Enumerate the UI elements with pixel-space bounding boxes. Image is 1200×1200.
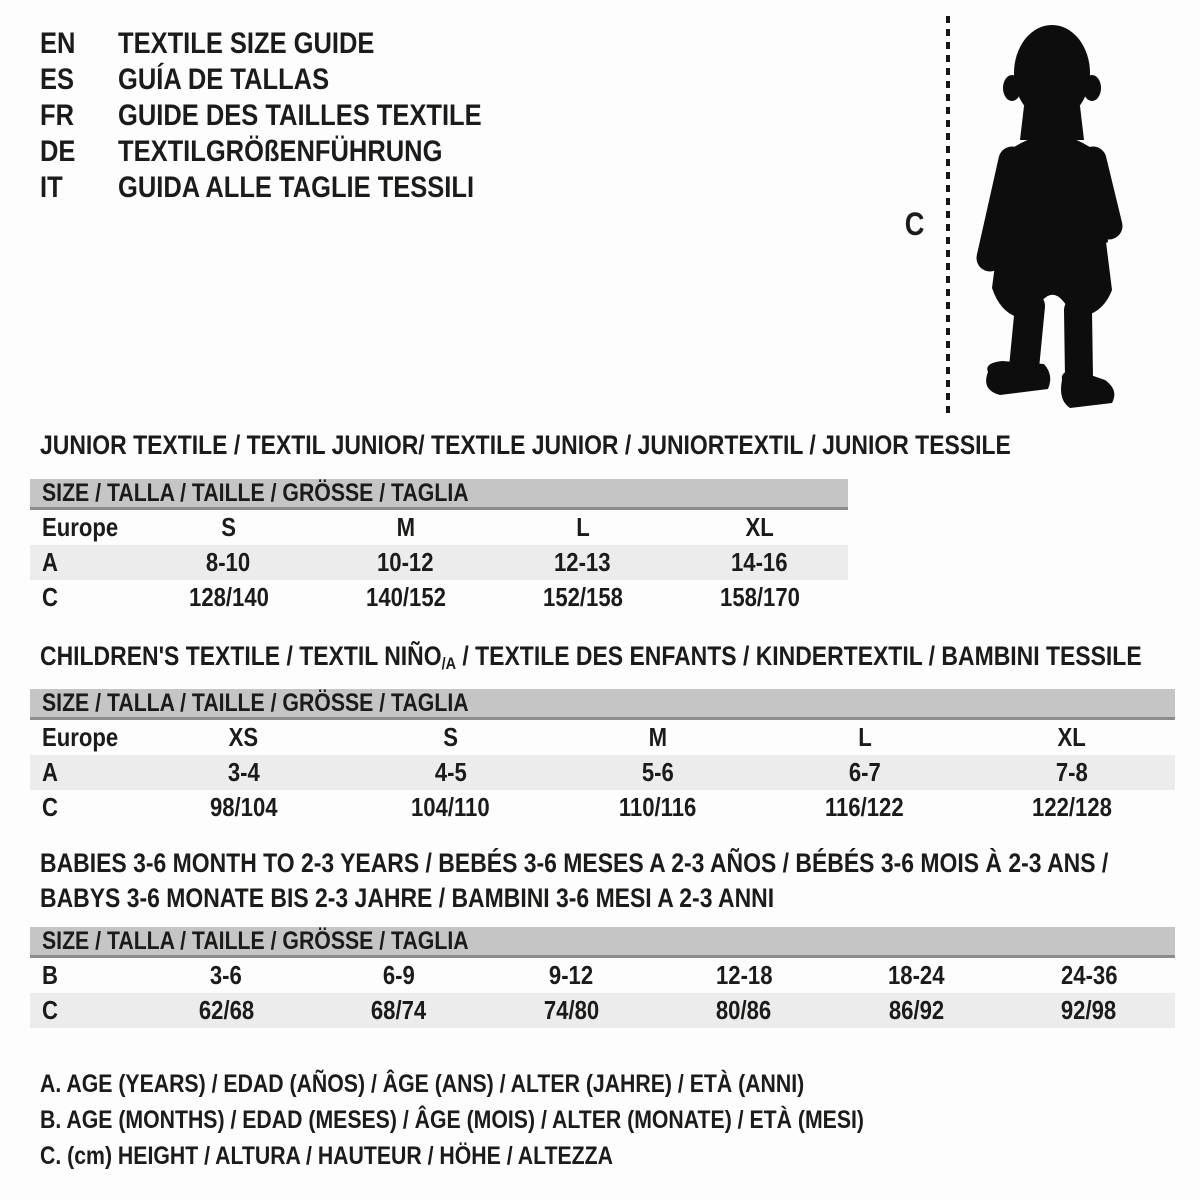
legend-line-b: B. AGE (MONTHS) / EDAD (MESES) / ÂGE (MOIS) / ALTER (MONATE) / ETÀ (MESI) bbox=[40, 1106, 865, 1134]
lang-title: TEXTILGRÖßENFÜHRUNG bbox=[118, 135, 443, 168]
babies-section-title-line2 bbox=[40, 883, 904, 914]
row-label: Europe bbox=[42, 512, 119, 542]
height-measure-label: C bbox=[904, 206, 925, 242]
babies-size-table bbox=[30, 927, 1175, 1028]
lang-title: GUIDA ALLE TAGLIE TESSILI bbox=[118, 171, 475, 204]
cell-value: 18-24 bbox=[887, 960, 945, 990]
cell-value: 152/158 bbox=[542, 582, 623, 612]
cell-value: 62/68 bbox=[198, 995, 254, 1025]
cell-value: 6-7 bbox=[848, 757, 881, 787]
legend-line-a: A. AGE (YEARS) / EDAD (AÑOS) / ÂGE (ANS) / ALTER (JAHRE) / ETÀ (ANNI) bbox=[40, 1070, 805, 1098]
language-title-list bbox=[40, 26, 546, 206]
table-row bbox=[30, 958, 1175, 993]
babies-title-text-line2: BABYS 3-6 MONATE BIS 2-3 JAHRE / BAMBINI 3-6 MESI A 2-3 ANNI bbox=[40, 883, 775, 913]
cell-value: 68/74 bbox=[371, 995, 427, 1025]
cell-value: 86/92 bbox=[888, 995, 944, 1025]
lang-row-en bbox=[40, 26, 546, 62]
cell-value: 5-6 bbox=[641, 757, 674, 787]
cell-value: M bbox=[648, 722, 667, 752]
cell-value: 10-12 bbox=[377, 547, 434, 577]
height-measure-dashed-line bbox=[946, 16, 950, 416]
children-size-table bbox=[30, 689, 1175, 825]
cell-value: S bbox=[221, 512, 236, 542]
table-row bbox=[30, 790, 1175, 825]
cell-value: 12-18 bbox=[715, 960, 773, 990]
title-part: CHILDREN'S TEXTILE / TEXTIL NIÑO bbox=[40, 641, 442, 671]
lang-row-es bbox=[40, 62, 546, 98]
cell-value: L bbox=[575, 512, 590, 542]
row-label: A bbox=[42, 547, 58, 577]
legend bbox=[40, 1066, 1009, 1174]
row-label: C bbox=[42, 792, 58, 822]
lang-code: DE bbox=[40, 135, 76, 168]
row-label: C bbox=[42, 582, 58, 612]
size-header-text: SIZE / TALLA / TAILLE / GRÖSSE / TAGLIA bbox=[42, 689, 469, 717]
cell-value: 14-16 bbox=[731, 547, 788, 577]
lang-row-it bbox=[40, 170, 546, 206]
table-row bbox=[30, 510, 848, 545]
size-header-text: SIZE / TALLA / TAILLE / GRÖSSE / TAGLIA bbox=[42, 927, 469, 955]
row-label: Europe bbox=[42, 722, 119, 752]
lang-code: ES bbox=[40, 63, 75, 96]
cell-value: 3-4 bbox=[227, 757, 260, 787]
cell-value: S bbox=[443, 722, 458, 752]
row-label: B bbox=[42, 960, 58, 990]
junior-section-title-text: JUNIOR TEXTILE / TEXTIL JUNIOR/ TEXTILE JUNIOR / JUNIORTEXTIL / JUNIOR TESSILE bbox=[40, 430, 1011, 460]
junior-section-title bbox=[40, 430, 1182, 461]
table-row bbox=[30, 720, 1175, 755]
table-row bbox=[30, 545, 848, 580]
babies-section-title-line1 bbox=[40, 848, 1200, 879]
table-row bbox=[30, 580, 848, 615]
cell-value: 110/116 bbox=[618, 792, 697, 822]
babies-size-table-header bbox=[30, 927, 1175, 958]
cell-value: 8-10 bbox=[206, 547, 251, 577]
lang-row-de bbox=[40, 134, 546, 170]
cell-value: 74/80 bbox=[543, 995, 599, 1025]
lang-code: EN bbox=[40, 27, 76, 60]
row-label: C bbox=[42, 995, 58, 1025]
cell-value: XL bbox=[1057, 722, 1086, 752]
cell-value: 12-13 bbox=[554, 547, 611, 577]
cell-value: 9-12 bbox=[549, 960, 594, 990]
children-section-title bbox=[40, 641, 1200, 672]
cell-value: 158/170 bbox=[719, 582, 800, 612]
cell-value: 6-9 bbox=[382, 960, 415, 990]
table-row bbox=[30, 755, 1175, 790]
children-size-table-header bbox=[30, 689, 1175, 720]
cell-value: 80/86 bbox=[716, 995, 772, 1025]
baby-silhouette-icon bbox=[966, 18, 1138, 418]
cell-value: 122/128 bbox=[1031, 792, 1112, 822]
cell-value: XS bbox=[228, 722, 259, 752]
cell-value: 24-36 bbox=[1060, 960, 1118, 990]
lang-row-fr bbox=[40, 98, 546, 134]
row-label: A bbox=[42, 757, 58, 787]
cell-value: 92/98 bbox=[1061, 995, 1117, 1025]
lang-code: IT bbox=[40, 171, 63, 204]
junior-size-table bbox=[30, 479, 848, 615]
children-section-title-text bbox=[40, 641, 1142, 672]
title-subscript: /A bbox=[441, 654, 457, 673]
cell-value: M bbox=[396, 512, 415, 542]
cell-value: 4-5 bbox=[434, 757, 467, 787]
babies-title-text-line1: BABIES 3-6 MONTH TO 2-3 YEARS / BEBÉS 3-6 MESES A 2-3 AÑOS / BÉBÉS 3-6 MOIS À 2-3 ANS / bbox=[40, 848, 1109, 878]
lang-title: GUIDE DES TAILLES TEXTILE bbox=[118, 99, 482, 132]
cell-value: 140/152 bbox=[365, 582, 446, 612]
lang-title: GUÍA DE TALLAS bbox=[118, 63, 330, 96]
junior-size-table-header bbox=[30, 479, 848, 510]
lang-title: TEXTILE SIZE GUIDE bbox=[118, 27, 375, 60]
cell-value: L bbox=[857, 722, 872, 752]
lang-code: FR bbox=[40, 99, 74, 132]
legend-line-c: C. (cm) HEIGHT / ALTURA / HAUTEUR / HÖHE / ALTEZZA bbox=[40, 1142, 613, 1170]
cell-value: 128/140 bbox=[188, 582, 269, 612]
table-row bbox=[30, 993, 1175, 1028]
cell-value: 3-6 bbox=[210, 960, 243, 990]
cell-value: 116/122 bbox=[825, 792, 904, 822]
cell-value: 7-8 bbox=[1055, 757, 1088, 787]
cell-value: 104/110 bbox=[411, 792, 490, 822]
title-part: / TEXTILE DES ENFANTS / KINDERTEXTIL / BAMBINI TESSILE bbox=[456, 641, 1142, 671]
size-header-text: SIZE / TALLA / TAILLE / GRÖSSE / TAGLIA bbox=[42, 479, 469, 507]
cell-value: XL bbox=[745, 512, 774, 542]
cell-value: 98/104 bbox=[209, 792, 278, 822]
